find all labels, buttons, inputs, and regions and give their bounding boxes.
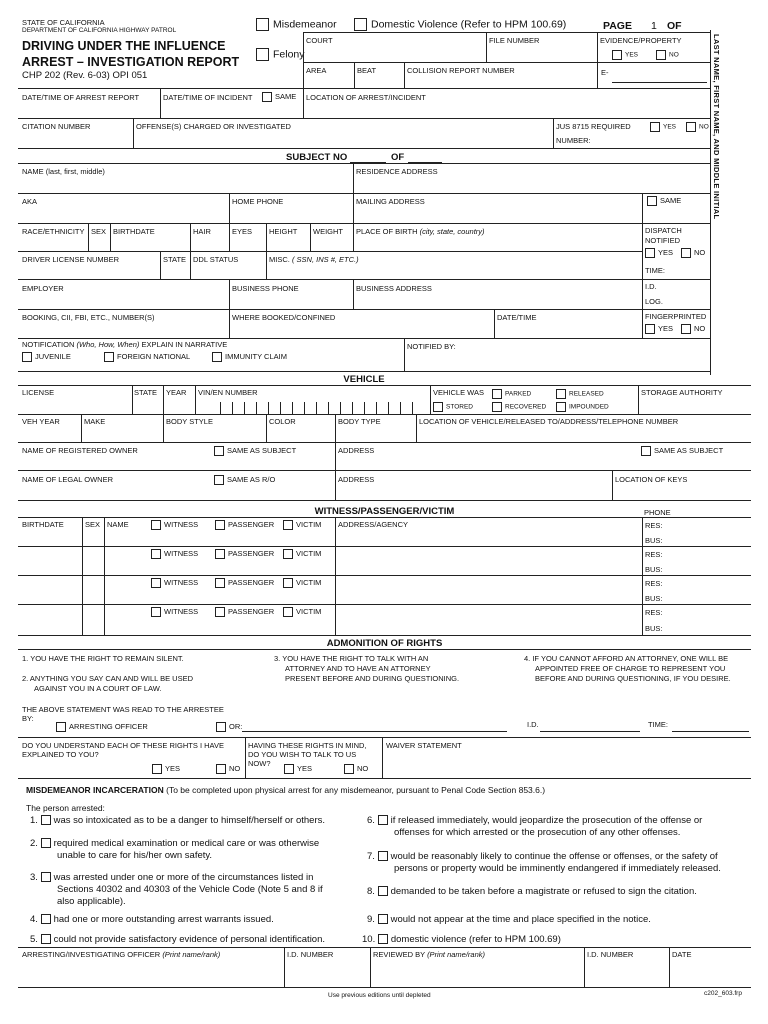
immunity-claim-checkbox[interactable]: [212, 352, 222, 362]
waiver-statement-label: WAIVER STATEMENT: [386, 741, 462, 750]
released-checkbox[interactable]: [556, 389, 566, 399]
read-or-checkbox[interactable]: [216, 722, 226, 732]
row1-res-label: RES:: [645, 521, 663, 530]
evidence-yes-checkbox[interactable]: [612, 50, 622, 60]
storage-authority-label: STORAGE AUTHORITY: [641, 388, 723, 397]
dispatch-no[interactable]: NO: [681, 248, 705, 258]
witness-sex-label: SEX: [85, 520, 101, 529]
incarceration-item-2[interactable]: 2. required medical examination or medical care or was otherwise: [30, 838, 320, 849]
row2-witness[interactable]: WITNESS: [151, 549, 198, 559]
understand-yes[interactable]: YES: [152, 764, 180, 774]
mailing-address-label: MAILING ADDRESS: [356, 197, 425, 206]
talk-yes-checkbox[interactable]: [284, 764, 294, 774]
ro-same-as-subject[interactable]: SAME AS SUBJECT: [214, 446, 296, 456]
vin-label: VIN/EN NUMBER: [198, 388, 258, 397]
row2-passenger-checkbox[interactable]: [215, 549, 225, 559]
fingerprinted-yes[interactable]: YES: [645, 324, 673, 334]
understand-line1: DO YOU UNDERSTAND EACH OF THESE RIGHTS I HAVE: [22, 741, 224, 750]
row2-res-label: RES:: [645, 550, 663, 559]
recovered-checkbox[interactable]: [492, 402, 502, 412]
misc-label: MISC. ( SSN, INS #, ETC.): [269, 255, 359, 264]
mailing-same[interactable]: SAME: [647, 196, 681, 206]
stored-checkbox[interactable]: [433, 402, 443, 412]
incarceration-item-7[interactable]: 7. would be reasonably likely to continue the offense or offenses, or the safety of: [367, 851, 718, 862]
phone-label: PHONE: [644, 508, 671, 517]
domestic-violence-checkbox[interactable]: [354, 18, 367, 31]
row2-victim-checkbox[interactable]: [283, 549, 293, 559]
citation-number-label: CITATION NUMBER: [22, 122, 91, 131]
understand-no-checkbox[interactable]: [216, 764, 226, 774]
row4-witness-checkbox[interactable]: [151, 607, 161, 617]
ro-address-same-checkbox[interactable]: [641, 446, 651, 456]
talk-no-checkbox[interactable]: [344, 764, 354, 774]
fingerprinted-no-checkbox[interactable]: [681, 324, 691, 334]
item-2-checkbox[interactable]: [41, 838, 51, 848]
dispatch-time-label: TIME:: [645, 266, 665, 275]
domestic-violence-option[interactable]: Domestic Violence (Refer to HPM 100.69): [354, 18, 566, 31]
item-9-checkbox[interactable]: [378, 914, 388, 924]
released-option[interactable]: RELEASED: [556, 389, 604, 399]
juvenile-option[interactable]: JUVENILE: [22, 352, 71, 362]
arresting-officer-label: ARRESTING/INVESTIGATING OFFICER (Print name/rank): [22, 950, 221, 959]
ro-address-same-as-subject[interactable]: SAME AS SUBJECT: [641, 446, 723, 456]
arresting-officer-option[interactable]: ARRESTING OFFICER: [56, 722, 148, 732]
reviewed-by-label: REVIEWED BY (Print name/rank): [373, 950, 485, 959]
incarceration-item-3-line2: Sections 40302 and 40303 of the Vehicle Code (Note 5 and 8 if: [57, 884, 323, 895]
last-name-side-label: LAST NAME, FIRST NAME, AND MIDDLE INITIAL: [712, 34, 721, 220]
business-address-label: BUSINESS ADDRESS: [356, 284, 432, 293]
incarceration-item-7-line2: persons or property would be imminently endangered if immediately released.: [394, 863, 721, 874]
row3-victim-checkbox[interactable]: [283, 578, 293, 588]
aka-label: AKA: [22, 197, 38, 206]
arrest-location-label: LOCATION OF ARREST/INCIDENT: [306, 93, 426, 102]
fingerprinted-no[interactable]: NO: [681, 324, 705, 334]
dispatch-label: DISPATCH: [645, 226, 682, 235]
employer-label: EMPLOYER: [22, 284, 64, 293]
race-label: RACE/ETHNICITY: [22, 227, 85, 236]
height-label: HEIGHT: [269, 227, 298, 236]
incarceration-heading: MISDEMEANOR INCARCERATION (To be completed upon physical arrest for any misdemeanor, pursuant to Penal Code Section 853.6.): [26, 785, 546, 795]
birthdate-label: BIRTHDATE: [113, 227, 155, 236]
rights-time-label: TIME:: [648, 720, 668, 729]
notification-label: NOTIFICATION (Who, How, When) EXPLAIN IN NARRATIVE: [22, 340, 228, 349]
row3-witness[interactable]: WITNESS: [151, 578, 198, 588]
impounded-checkbox[interactable]: [556, 402, 566, 412]
right-3-line3: PRESENT BEFORE AND DURING QUESTIONING.: [285, 674, 460, 683]
fingerprinted-label: FINGERPRINTED: [645, 312, 707, 321]
incarceration-item-3[interactable]: 3. was arrested under one or more of the circumstances listed in: [30, 872, 314, 883]
row3-victim[interactable]: VICTIM: [283, 578, 321, 588]
ddl-status-label: DDL STATUS: [193, 255, 239, 264]
understand-line2: EXPLAINED TO YOU?: [22, 750, 99, 759]
row1-passenger[interactable]: PASSENGER: [215, 520, 274, 530]
read-or-option[interactable]: OR:: [216, 722, 242, 732]
row4-victim[interactable]: VICTIM: [283, 607, 321, 617]
felony-checkbox[interactable]: [256, 48, 269, 61]
row3-passenger[interactable]: PASSENGER: [215, 578, 274, 588]
incident-same-checkbox[interactable]: [262, 92, 272, 102]
rights-id-label: I.D.: [527, 720, 539, 729]
foreign-national-option[interactable]: FOREIGN NATIONAL: [104, 352, 190, 362]
color-label: COLOR: [269, 417, 296, 426]
row1-victim-checkbox[interactable]: [283, 520, 293, 530]
area-label: AREA: [306, 66, 327, 75]
understand-no[interactable]: NO: [216, 764, 240, 774]
lo-address-label: ADDRESS: [338, 475, 375, 484]
item-7-checkbox[interactable]: [378, 851, 388, 861]
row4-witness[interactable]: WITNESS: [151, 607, 198, 617]
arresting-officer-checkbox[interactable]: [56, 722, 66, 732]
item-10-checkbox[interactable]: [378, 934, 388, 944]
review-date-label: DATE: [672, 950, 692, 959]
misdemeanor-checkbox[interactable]: [256, 18, 269, 31]
notified-label: NOTIFIED: [645, 236, 680, 245]
having-rights-line3: NOW?: [248, 759, 271, 768]
right-2-line1: 2. ANYTHING YOU SAY CAN AND WILL BE USED: [22, 674, 194, 683]
evidence-property-label: EVIDENCE/PROPERTY: [600, 36, 682, 45]
row2-passenger[interactable]: PASSENGER: [215, 549, 274, 559]
stored-option[interactable]: STORED: [433, 402, 473, 412]
subject-of-label: OF: [391, 152, 405, 163]
incarceration-item-6-line2: offenses for which arrested or the prosecution of any other offenses.: [394, 827, 681, 838]
incident-same[interactable]: SAME: [262, 92, 296, 102]
subject-name-label: NAME (last, first, middle): [22, 167, 105, 176]
incarceration-item-10[interactable]: 10. domestic violence (refer to HPM 100.69): [362, 934, 561, 945]
row4-res-label: RES:: [645, 608, 663, 617]
state-label: STATE OF CALIFORNIA: [22, 18, 105, 27]
dispatch-yes[interactable]: YES: [645, 248, 673, 258]
notified-by-label: NOTIFIED BY:: [407, 342, 456, 351]
reviewer-id-number-label: I.D. NUMBER: [587, 950, 634, 959]
right-4-line2: APPOINTED FREE OF CHARGE TO REPRESENT YOU: [535, 664, 726, 673]
officer-id-number-label: I.D. NUMBER: [287, 950, 334, 959]
right-3-line1: 3. YOU HAVE THE RIGHT TO TALK WITH AN: [274, 654, 429, 663]
vehicle-year-label: YEAR: [166, 388, 187, 397]
right-3-line2: ATTORNEY AND TO HAVE AN ATTORNEY: [285, 664, 431, 673]
datetime-arrest-label: DATE/TIME OF ARREST REPORT: [22, 93, 140, 102]
page-label: PAGE: [603, 20, 632, 32]
dispatch-yes-checkbox[interactable]: [645, 248, 655, 258]
previous-editions-note: Use previous editions until depleted: [328, 992, 431, 999]
form-title-2: ARREST – INVESTIGATION REPORT: [22, 55, 240, 69]
felony-option[interactable]: Felony: [256, 48, 305, 61]
item-8-checkbox[interactable]: [378, 886, 388, 896]
veh-year-label: VEH YEAR: [22, 417, 60, 426]
mailing-same-checkbox[interactable]: [647, 196, 657, 206]
place-of-birth-label: PLACE OF BIRTH (city, state, country): [356, 227, 485, 236]
lo-same-as-ro-checkbox[interactable]: [214, 475, 224, 485]
incarceration-item-6[interactable]: 6. if released immediately, would jeopardize the prosecution of the offense or: [367, 815, 703, 826]
row2-bus-label: BUS:: [645, 565, 663, 574]
file-code: c202_603.frp: [704, 990, 742, 997]
booking-numbers-label: BOOKING, CII, FBI, ETC., NUMBER(S): [22, 313, 155, 322]
jus-required-label: JUS 8715 REQUIRED: [556, 122, 631, 131]
lo-same-as-ro[interactable]: SAME AS R/O: [214, 475, 275, 485]
collision-report-label: COLLISION REPORT NUMBER: [407, 66, 515, 75]
dispatch-no-checkbox[interactable]: [681, 248, 691, 258]
residence-address-label: RESIDENCE ADDRESS: [356, 167, 438, 176]
witness-heading: WITNESS/PASSENGER/VICTIM: [314, 506, 455, 517]
immunity-claim-option[interactable]: IMMUNITY CLAIM: [212, 352, 287, 362]
incarceration-item-5[interactable]: 5. could not provide satisfactory evidence of personal identification.: [30, 934, 326, 945]
jus-yes[interactable]: YES: [650, 122, 676, 132]
recovered-option[interactable]: RECOVERED: [492, 402, 546, 412]
row1-victim[interactable]: VICTIM: [283, 520, 321, 530]
talk-yes[interactable]: YES: [284, 764, 312, 774]
item-3-checkbox[interactable]: [41, 872, 51, 882]
talk-no[interactable]: NO: [344, 764, 368, 774]
right-4-line1: 4. IF YOU CANNOT AFFORD AN ATTORNEY, ONE WILL BE: [524, 654, 729, 663]
evidence-no-checkbox[interactable]: [656, 50, 666, 60]
understand-yes-checkbox[interactable]: [152, 764, 162, 774]
right-1: 1. YOU HAVE THE RIGHT TO REMAIN SILENT.: [22, 654, 184, 663]
having-rights-line1: HAVING THESE RIGHTS IN MIND,: [248, 741, 367, 750]
row4-passenger-checkbox[interactable]: [215, 607, 225, 617]
item-6-checkbox[interactable]: [378, 815, 388, 825]
juvenile-checkbox[interactable]: [22, 352, 32, 362]
row4-passenger[interactable]: PASSENGER: [215, 607, 274, 617]
read-to-arrestee-label: THE ABOVE STATEMENT WAS READ TO THE ARRESTEE: [22, 705, 224, 714]
row4-bus-label: BUS:: [645, 624, 663, 633]
row1-witness[interactable]: WITNESS: [151, 520, 198, 530]
row3-bus-label: BUS:: [645, 594, 663, 603]
eyes-label: EYES: [232, 227, 253, 236]
where-booked-label: WHERE BOOKED/CONFINED: [232, 313, 336, 322]
jus-no-checkbox[interactable]: [686, 122, 696, 132]
incarceration-item-9[interactable]: 9. would not appear at the time and place specified in the notice.: [367, 914, 651, 925]
row4-victim-checkbox[interactable]: [283, 607, 293, 617]
dept-label: DEPARTMENT OF CALIFORNIA HIGHWAY PATROL: [22, 27, 177, 34]
jus-number-label: NUMBER:: [556, 136, 591, 145]
incarceration-item-4[interactable]: 4. had one or more outstanding arrest warrants issued.: [30, 914, 274, 925]
misdemeanor-option[interactable]: Misdemeanor: [256, 18, 337, 31]
witness-name-label: NAME: [107, 520, 129, 529]
file-number-label: FILE NUMBER: [489, 36, 540, 45]
foreign-national-checkbox[interactable]: [104, 352, 114, 362]
ro-same-as-subject-checkbox[interactable]: [214, 446, 224, 456]
jus-no[interactable]: NO: [686, 122, 709, 132]
read-by-label: BY:: [22, 714, 34, 723]
right-4-line3: BEFORE AND DURING QUESTIONING, IF YOU DESIRE.: [535, 674, 731, 683]
row3-res-label: RES:: [645, 579, 663, 588]
incarceration-item-8[interactable]: 8. demanded to be taken before a magistrate or refused to sign the citation.: [367, 886, 697, 897]
datetime-incident-label: DATE/TIME OF INCIDENT: [163, 93, 253, 102]
registered-owner-label: NAME OF REGISTERED OWNER: [22, 446, 138, 455]
item-5-checkbox[interactable]: [41, 934, 51, 944]
body-style-label: BODY STYLE: [166, 417, 213, 426]
weight-label: WEIGHT: [313, 227, 343, 236]
vehicle-heading: VEHICLE: [343, 374, 385, 385]
legal-owner-label: NAME OF LEGAL OWNER: [22, 475, 113, 484]
form-id: CHP 202 (Rev. 6-03) OPI 051: [22, 70, 148, 81]
row1-passenger-checkbox[interactable]: [215, 520, 225, 530]
business-phone-label: BUSINESS PHONE: [232, 284, 299, 293]
subject-heading: SUBJECT NO: [286, 152, 348, 163]
row3-passenger-checkbox[interactable]: [215, 578, 225, 588]
page-number: 1: [651, 20, 657, 32]
vehicle-was-label: VEHICLE WAS: [433, 388, 484, 397]
body-type-label: BODY TYPE: [338, 417, 381, 426]
home-phone-label: HOME PHONE: [232, 197, 284, 206]
hair-label: HAIR: [193, 227, 211, 236]
fingerprinted-yes-checkbox[interactable]: [645, 324, 655, 334]
evidence-yes[interactable]: YES: [612, 50, 638, 60]
form-title-1: DRIVING UNDER THE INFLUENCE: [22, 39, 226, 53]
vehicle-location-label: LOCATION OF VEHICLE/RELEASED TO/ADDRESS/TELEPHONE NUMBER: [419, 417, 679, 426]
right-2-line2: AGAINST YOU IN A COURT OF LAW.: [34, 684, 162, 693]
address-agency-label: ADDRESS/AGENCY: [338, 520, 409, 529]
location-of-keys-label: LOCATION OF KEYS: [615, 475, 688, 484]
id-label: I.D.: [645, 282, 657, 291]
witness-birthdate-label: BIRTHDATE: [22, 520, 64, 529]
row2-victim[interactable]: VICTIM: [283, 549, 321, 559]
jus-yes-checkbox[interactable]: [650, 122, 660, 132]
court-label: COURT: [306, 36, 333, 45]
evidence-e-label: E-: [601, 68, 609, 77]
dl-state-label: STATE: [163, 255, 187, 264]
having-rights-line2: DO YOU WISH TO TALK TO US: [248, 750, 357, 759]
incarceration-item-1[interactable]: 1. was so intoxicated as to be a danger to himself/herself or others.: [30, 815, 326, 826]
incarceration-item-2-line2: unable to care for his/her own safety.: [57, 850, 213, 861]
item-4-checkbox[interactable]: [41, 914, 51, 924]
license-label: LICENSE: [22, 388, 55, 397]
person-arrested-label: The person arrested:: [26, 803, 105, 813]
parked-checkbox[interactable]: [492, 389, 502, 399]
row1-witness-checkbox[interactable]: [151, 520, 161, 530]
row3-witness-checkbox[interactable]: [151, 578, 161, 588]
row2-witness-checkbox[interactable]: [151, 549, 161, 559]
driver-license-label: DRIVER LICENSE NUMBER: [22, 255, 120, 264]
beat-label: BEAT: [357, 66, 377, 75]
incarceration-item-3-line3: also applicable).: [57, 896, 126, 907]
row1-bus-label: BUS:: [645, 536, 663, 545]
page-of-label: OF: [667, 20, 682, 32]
item-1-checkbox[interactable]: [41, 815, 51, 825]
make-label: MAKE: [84, 417, 106, 426]
parked-option[interactable]: PARKED: [492, 389, 531, 399]
impounded-option[interactable]: IMPOUNDED: [556, 402, 609, 412]
ro-address-label: ADDRESS: [338, 446, 375, 455]
evidence-no[interactable]: NO: [656, 50, 679, 60]
booking-datetime-label: DATE/TIME: [497, 313, 537, 322]
admonition-heading: ADMONITION OF RIGHTS: [326, 638, 443, 649]
vehicle-state-label: STATE: [134, 388, 158, 397]
sex-label: SEX: [91, 227, 107, 236]
log-label: LOG.: [645, 297, 663, 306]
offenses-label: OFFENSE(S) CHARGED OR INVESTIGATED: [136, 122, 291, 131]
